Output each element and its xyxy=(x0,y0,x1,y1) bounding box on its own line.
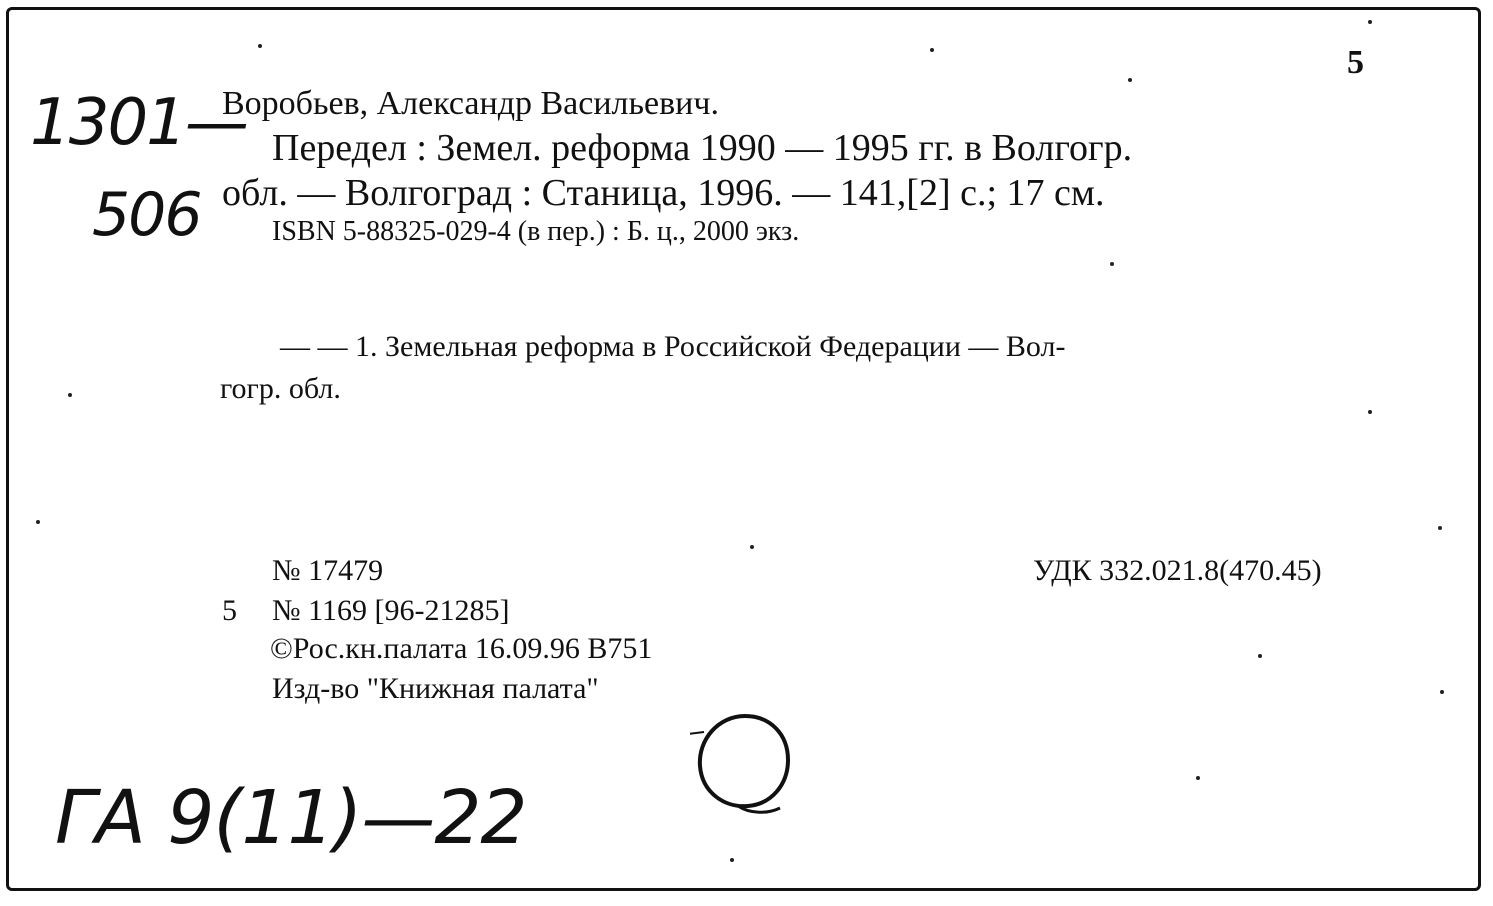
scan-speck xyxy=(1110,262,1114,266)
book-chamber-line: ©Рос.кн.палата 16.09.96 В751 xyxy=(270,632,653,665)
registration-number: № 17479 xyxy=(272,554,384,587)
scan-speck xyxy=(1258,654,1262,658)
circle-stamp-icon xyxy=(690,710,800,820)
scan-speck xyxy=(930,48,934,52)
udk-code: УДК 332.021.8(470.45) xyxy=(1033,554,1322,587)
scan-speck xyxy=(1196,776,1200,780)
scan-speck xyxy=(36,520,40,524)
subject-line-1: — — 1. Земельная реформа в Российской Федерации — Вол- xyxy=(280,330,1066,363)
scan-speck xyxy=(1440,690,1444,694)
scan-speck xyxy=(1128,78,1132,82)
subject-line-2: гогр. обл. xyxy=(220,372,341,405)
handwritten-shelfmark-line1: 1301— xyxy=(30,86,247,160)
scan-speck xyxy=(1368,20,1372,24)
copies-prefix: 5 xyxy=(222,594,237,627)
registration-number-2: № 1169 [96-21285] xyxy=(272,594,510,627)
page-number: 5 xyxy=(1347,44,1364,81)
isbn-line: ISBN 5-88325-029-4 (в пер.) : Б. ц., 2000 экз. xyxy=(272,216,800,247)
scan-speck xyxy=(68,393,72,397)
scan-speck xyxy=(258,44,262,48)
scan-speck xyxy=(1368,410,1372,414)
handwritten-bottom-code: ГА 9(11)—22 xyxy=(55,775,527,861)
title-line-1: Передел : Земел. реформа 1990 — 1995 гг. в Волгогр. xyxy=(272,127,1133,169)
author-heading: Воробьев, Александр Васильевич. xyxy=(222,85,719,122)
scan-speck xyxy=(730,858,734,862)
publisher-line: Изд-во "Книжная палата" xyxy=(272,672,599,705)
title-line-2: обл. — Волгоград : Станица, 1996. — 141,[2] с.; 17 см. xyxy=(222,172,1105,214)
handwritten-shelfmark-line2: 506 xyxy=(92,180,201,250)
scan-speck xyxy=(1438,526,1442,530)
scan-speck xyxy=(750,545,754,549)
